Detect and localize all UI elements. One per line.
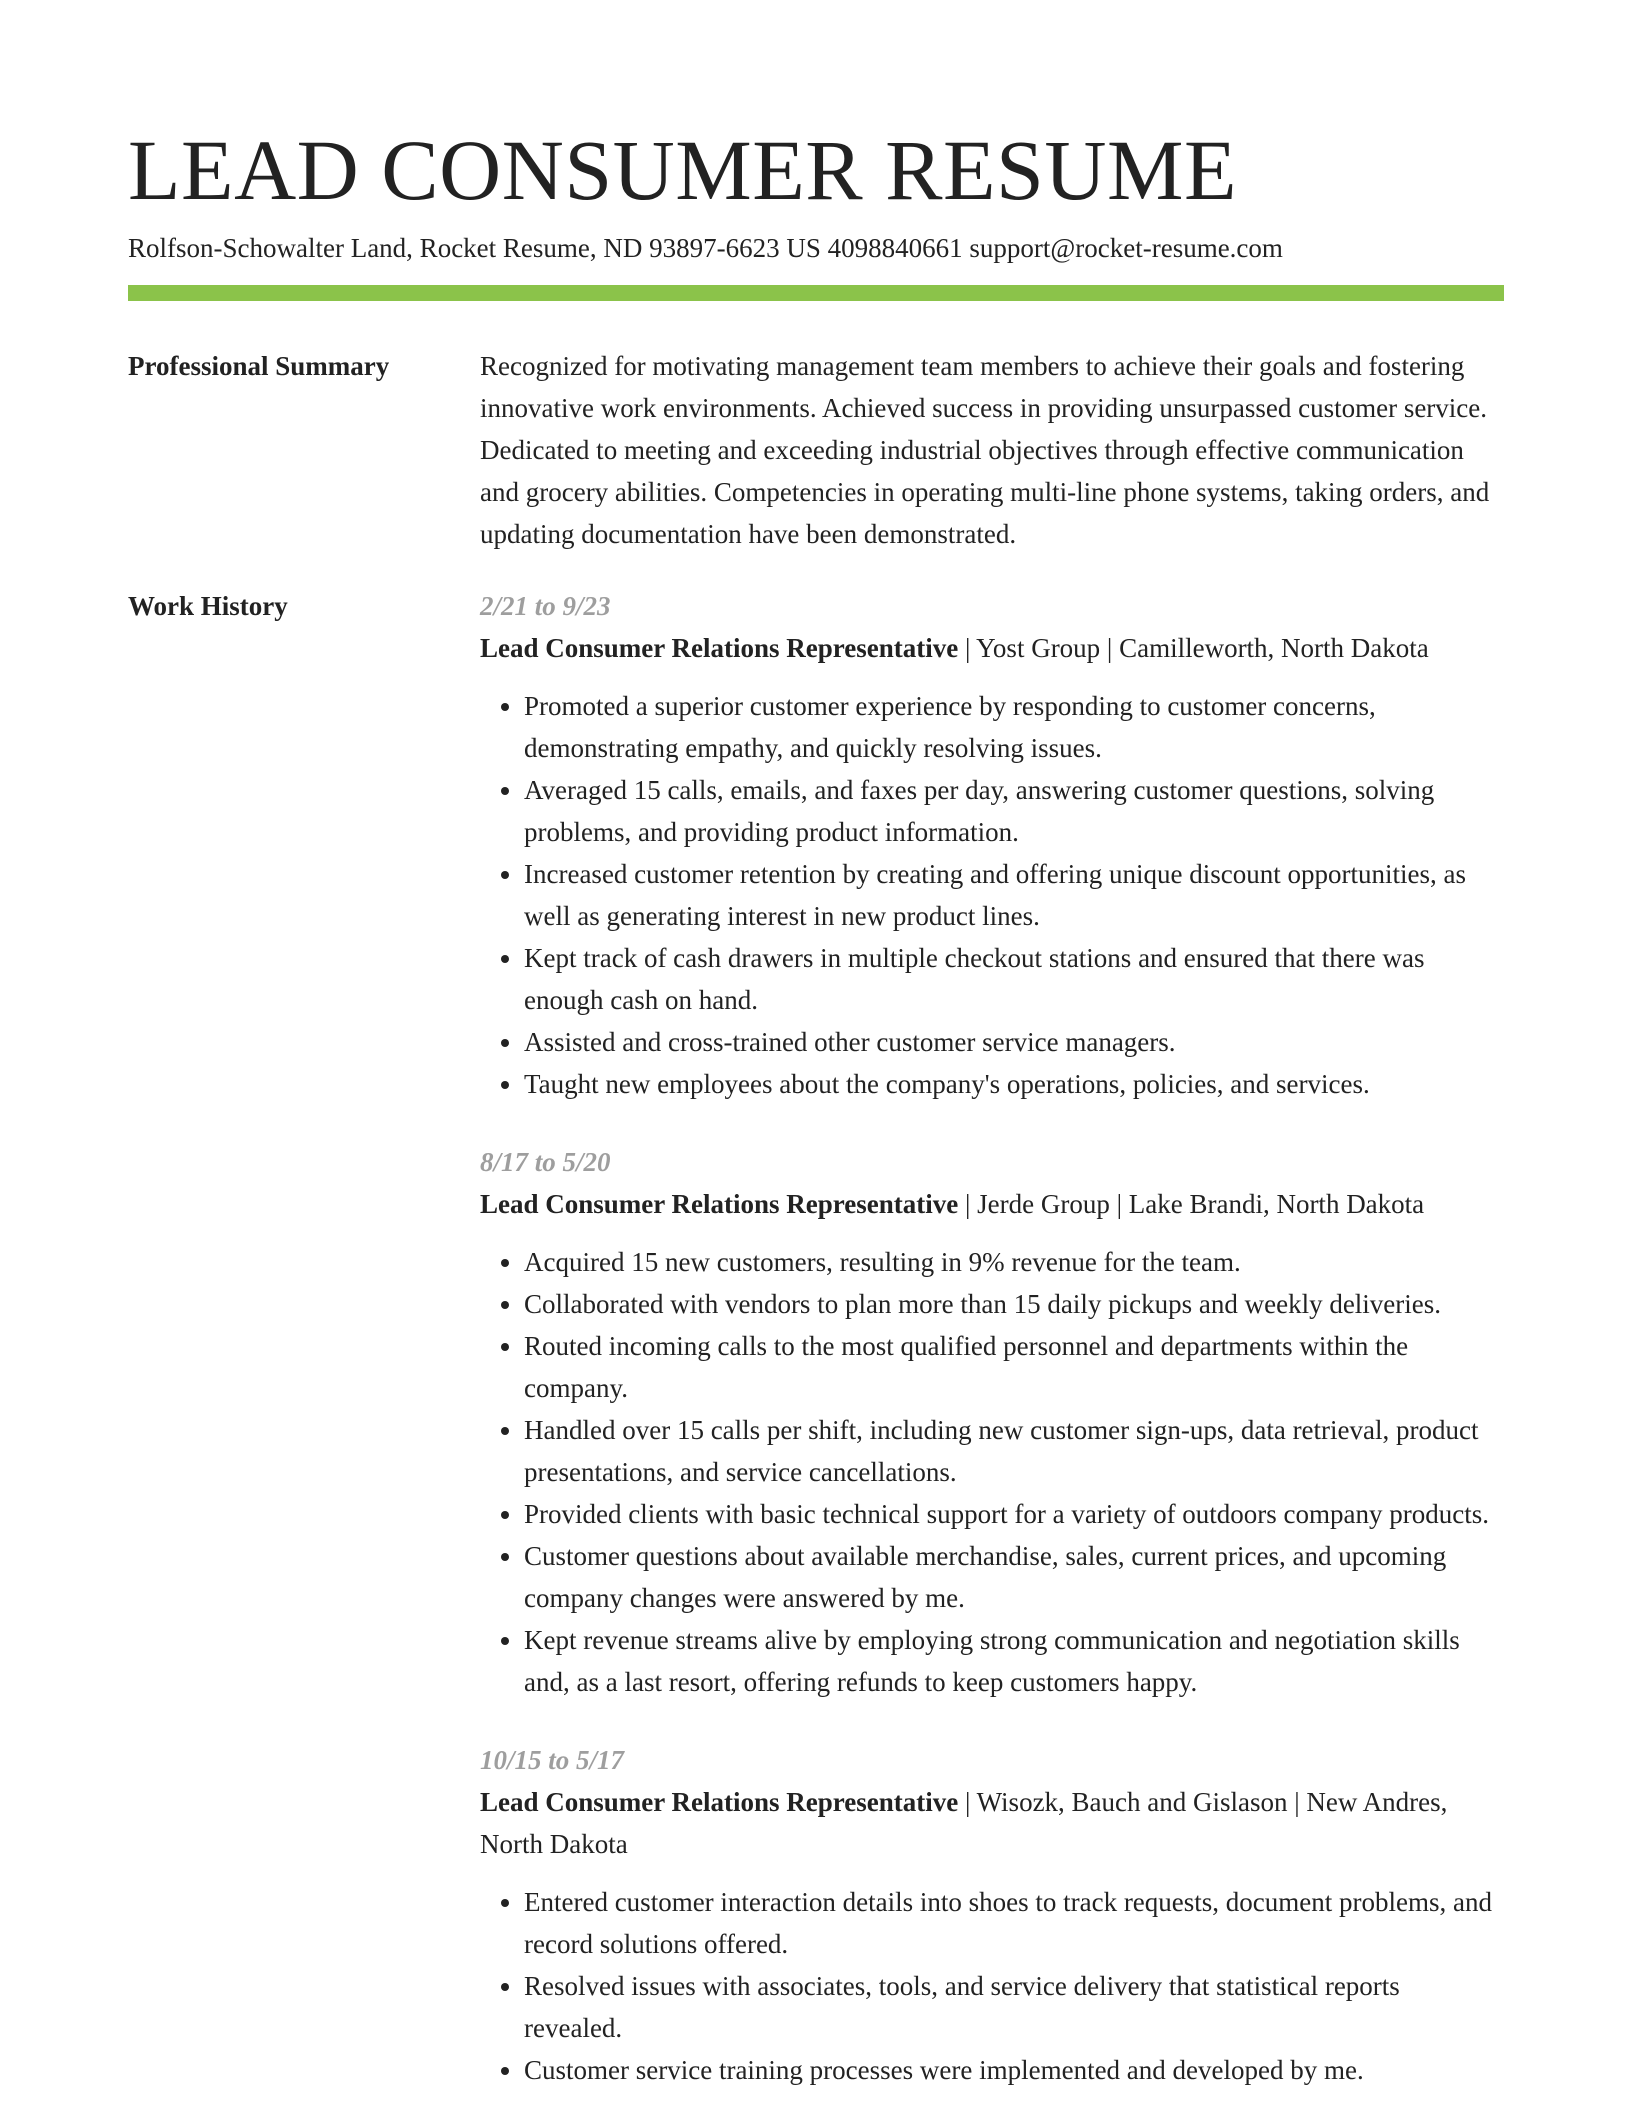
job-title: Lead Consumer Relations Representative [480, 1189, 959, 1219]
job-bullet: • Customer service training processes were implemented and developed by me. [524, 2049, 1504, 2091]
job-bullet: • Customer questions about available merchandise, sales, current prices, and upcoming company changes were answered by me. [524, 1535, 1504, 1619]
summary-text: Recognized for motivating management team members to achieve their goals and fostering innovative work environments. Achieved success in providing unsurpassed customer service. Dedicated to meeting and exceeding industrial objectives through effective communication and grocery abilities. Competencies in operating multi-line phone systems, taking orders, and updating documentation have been demonstrated. [480, 351, 1490, 549]
job-bullet: • Averaged 15 calls, emails, and faxes per day, answering customer questions, solving problems, and providing product information. [524, 769, 1504, 853]
summary-body [480, 345, 1504, 555]
job-bullet: • Kept track of cash drawers in multiple checkout stations and ensured that there was enough cash on hand. [524, 937, 1504, 1021]
job-entry [480, 1141, 1504, 1703]
job-bullet: • Handled over 15 calls per shift, including new customer sign-ups, data retrieval, product presentations, and service cancellations. [524, 1409, 1504, 1493]
job-bullet: • Entered customer interaction details into shoes to track requests, document problems, and record solutions offered. [524, 1881, 1504, 1965]
job-dates: 2/21 to 9/23 [480, 591, 611, 621]
job-heading [480, 1781, 1504, 1865]
job-dates: 8/17 to 5/20 [480, 1147, 611, 1177]
job-entry [480, 585, 1504, 1105]
job-dates: 10/15 to 5/17 [480, 1745, 625, 1775]
job-details: | Yost Group | Camilleworth, North Dakota [958, 633, 1429, 663]
summary-label: Professional Summary [128, 351, 390, 381]
job-bullet: • Routed incoming calls to the most qualified personnel and departments within the company. [524, 1325, 1504, 1409]
job-bullets [480, 1241, 1504, 1703]
work-history-body [480, 585, 1504, 2127]
job-bullet: • Taught new employees about the company's operations, policies, and services. [524, 1063, 1504, 1105]
job-bullet: • Assisted and cross-trained other customer service managers. [524, 1021, 1504, 1063]
job-bullet: • Provided clients with basic technical support for a variety of outdoors company products. [524, 1493, 1504, 1535]
job-heading [480, 1183, 1504, 1225]
job-title: Lead Consumer Relations Representative [480, 1787, 959, 1817]
job-title: Lead Consumer Relations Representative [480, 633, 959, 663]
contact-info: Rolfson-Schowalter Land, Rocket Resume, ND 93897-6623 US 4098840661 support@rocket-resume.com [128, 233, 1283, 263]
job-details: | Jerde Group | Lake Brandi, North Dakota [958, 1189, 1425, 1219]
job-heading [480, 627, 1504, 669]
header-accent-bar [128, 285, 1504, 301]
job-bullets [480, 685, 1504, 1105]
job-bullet: • Promoted a superior customer experience by responding to customer concerns, demonstrating empathy, and quickly resolving issues. [524, 685, 1504, 769]
job-bullet: • Resolved issues with associates, tools, and service delivery that statistical reports revealed. [524, 1965, 1504, 2049]
job-bullet: • Increased customer retention by creating and offering unique discount opportunities, as well as generating interest in new product lines. [524, 853, 1504, 937]
work-history-label: Work History [128, 591, 288, 621]
resume-title: LEAD CONSUMER RESUME [128, 122, 1237, 218]
job-bullets [480, 1881, 1504, 2091]
job-bullet: • Collaborated with vendors to plan more than 15 daily pickups and weekly deliveries. [524, 1283, 1504, 1325]
job-bullet: • Kept revenue streams alive by employing strong communication and negotiation skills and, as a last resort, offering refunds to keep customers happy. [524, 1619, 1504, 1703]
job-details: | Wisozk, Bauch and Gislason | New Andres, North Dakota [480, 1787, 1448, 1859]
job-bullet: • Acquired 15 new customers, resulting in 9% revenue for the team. [524, 1241, 1504, 1283]
job-entry [480, 1739, 1504, 2091]
